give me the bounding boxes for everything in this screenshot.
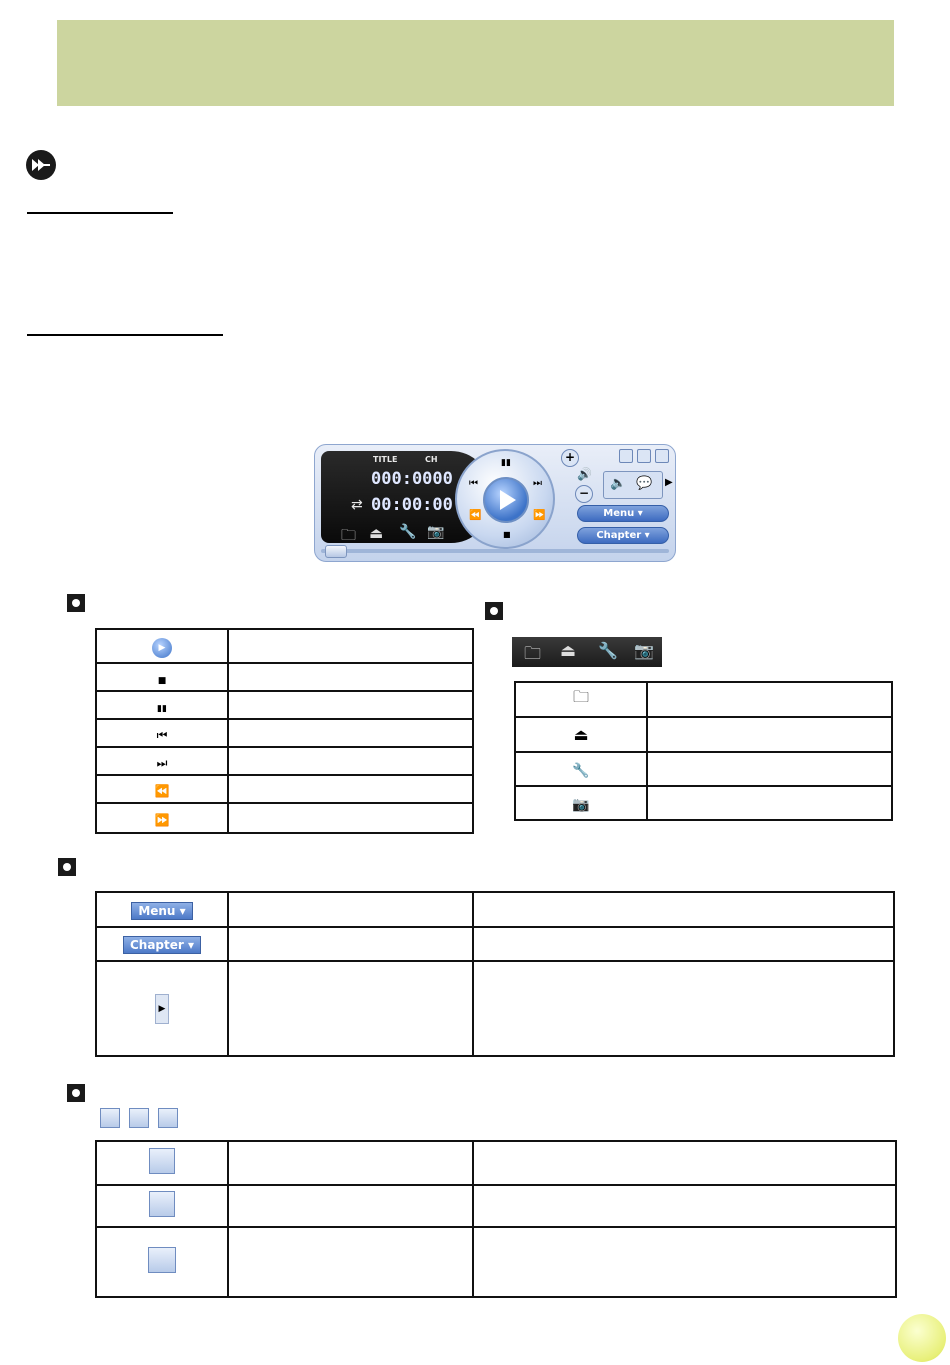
- fast-forward-button[interactable]: ⏩: [533, 510, 546, 521]
- fast-forward-icon: ⏩: [154, 812, 170, 827]
- playback-controls-table: [95, 628, 474, 834]
- audio-icon[interactable]: 🔈: [610, 476, 627, 491]
- title-label: TITLE: [373, 455, 398, 464]
- chapter-button-label: Chapter: [596, 530, 642, 541]
- volume-icon[interactable]: 🔊: [577, 467, 592, 481]
- folder-open-icon: 🗀: [524, 644, 541, 664]
- pause-icon: ▮▮: [157, 703, 167, 714]
- next-icon: ⏭: [156, 755, 168, 770]
- seek-bar[interactable]: [321, 549, 669, 553]
- menu-button-image: Menu ▾: [131, 902, 192, 920]
- minimize-icon: [149, 1191, 175, 1217]
- seek-thumb[interactable]: [325, 545, 347, 558]
- exit-icon: [148, 1247, 176, 1273]
- folder-open-icon: 🗀: [572, 687, 589, 706]
- exit-icon: [158, 1108, 178, 1128]
- window-buttons-table: [95, 1140, 897, 1298]
- play-button[interactable]: [483, 477, 529, 523]
- section-bullet-playback: [67, 594, 85, 612]
- wrench-icon: 🔧: [572, 762, 590, 779]
- section-underline-2: [27, 334, 223, 336]
- menu-button[interactable]: Menu ▾: [577, 505, 669, 522]
- eject-icon: ⏏: [560, 641, 577, 661]
- menu-button-label: Menu: [603, 508, 635, 519]
- page-number-badge: [898, 1314, 946, 1362]
- chapter-button-image: Chapter ▾: [123, 936, 201, 954]
- player-window: [314, 444, 676, 562]
- note-arrow-icon: [26, 150, 56, 180]
- stop-icon: ■: [157, 675, 167, 686]
- subtitle-icon[interactable]: 💬: [636, 476, 653, 491]
- minimize-icon[interactable]: [637, 449, 651, 463]
- camera-icon: 📷: [634, 641, 654, 660]
- minimize-icon: [129, 1108, 149, 1128]
- toolbar-strip: [512, 637, 662, 667]
- rewind-button[interactable]: ⏪: [469, 510, 482, 521]
- menu-chapter-table: [95, 891, 895, 1057]
- wrench-icon[interactable]: 🔧: [399, 524, 417, 540]
- folder-open-icon[interactable]: 🗀: [341, 526, 357, 544]
- time-readout: 00:00:00: [371, 495, 453, 515]
- section-underline-1: [27, 212, 173, 214]
- chapter-button-image-label: Chapter: [129, 938, 184, 952]
- chapter-label: CH: [425, 455, 438, 464]
- eject-icon[interactable]: ⏏: [369, 524, 384, 542]
- exit-icon[interactable]: [655, 449, 669, 463]
- help-icon: [149, 1148, 175, 1174]
- eject-icon: ⏏: [573, 725, 589, 744]
- menu-button-image-label: Menu: [138, 903, 176, 918]
- help-icon[interactable]: [619, 449, 633, 463]
- help-icon: [100, 1108, 120, 1128]
- wrench-icon: 🔧: [598, 641, 618, 660]
- rewind-icon: ⏪: [154, 783, 170, 798]
- camera-icon[interactable]: 📷: [427, 524, 445, 540]
- previous-icon: ⏮: [156, 727, 168, 742]
- repeat-icon[interactable]: ⇄: [351, 497, 363, 513]
- previous-button[interactable]: ⏮: [469, 478, 478, 489]
- expand-arrow-icon: ▶: [155, 994, 169, 1024]
- header-banner: [57, 20, 894, 106]
- expand-arrow-icon[interactable]: ▶: [665, 477, 673, 488]
- toolbar-table: [514, 681, 893, 821]
- section-bullet-toolbar: [485, 602, 503, 620]
- play-icon: ▶: [152, 638, 172, 658]
- audio-subtitle-group: [603, 471, 663, 499]
- title-chapter-readout: 000:0000: [371, 469, 453, 489]
- pause-button[interactable]: ▮▮: [501, 458, 511, 468]
- section-bullet-window: [67, 1084, 85, 1102]
- window-buttons-strip: [100, 1108, 178, 1132]
- chapter-button[interactable]: Chapter ▾: [577, 527, 669, 544]
- volume-down-button[interactable]: −: [575, 485, 593, 503]
- stop-button[interactable]: ■: [503, 530, 511, 539]
- section-bullet-menu: [58, 858, 76, 876]
- camera-icon: 📷: [572, 796, 590, 813]
- volume-up-button[interactable]: +: [561, 449, 579, 467]
- control-wheel: [455, 449, 555, 549]
- next-button[interactable]: ⏭: [533, 478, 542, 489]
